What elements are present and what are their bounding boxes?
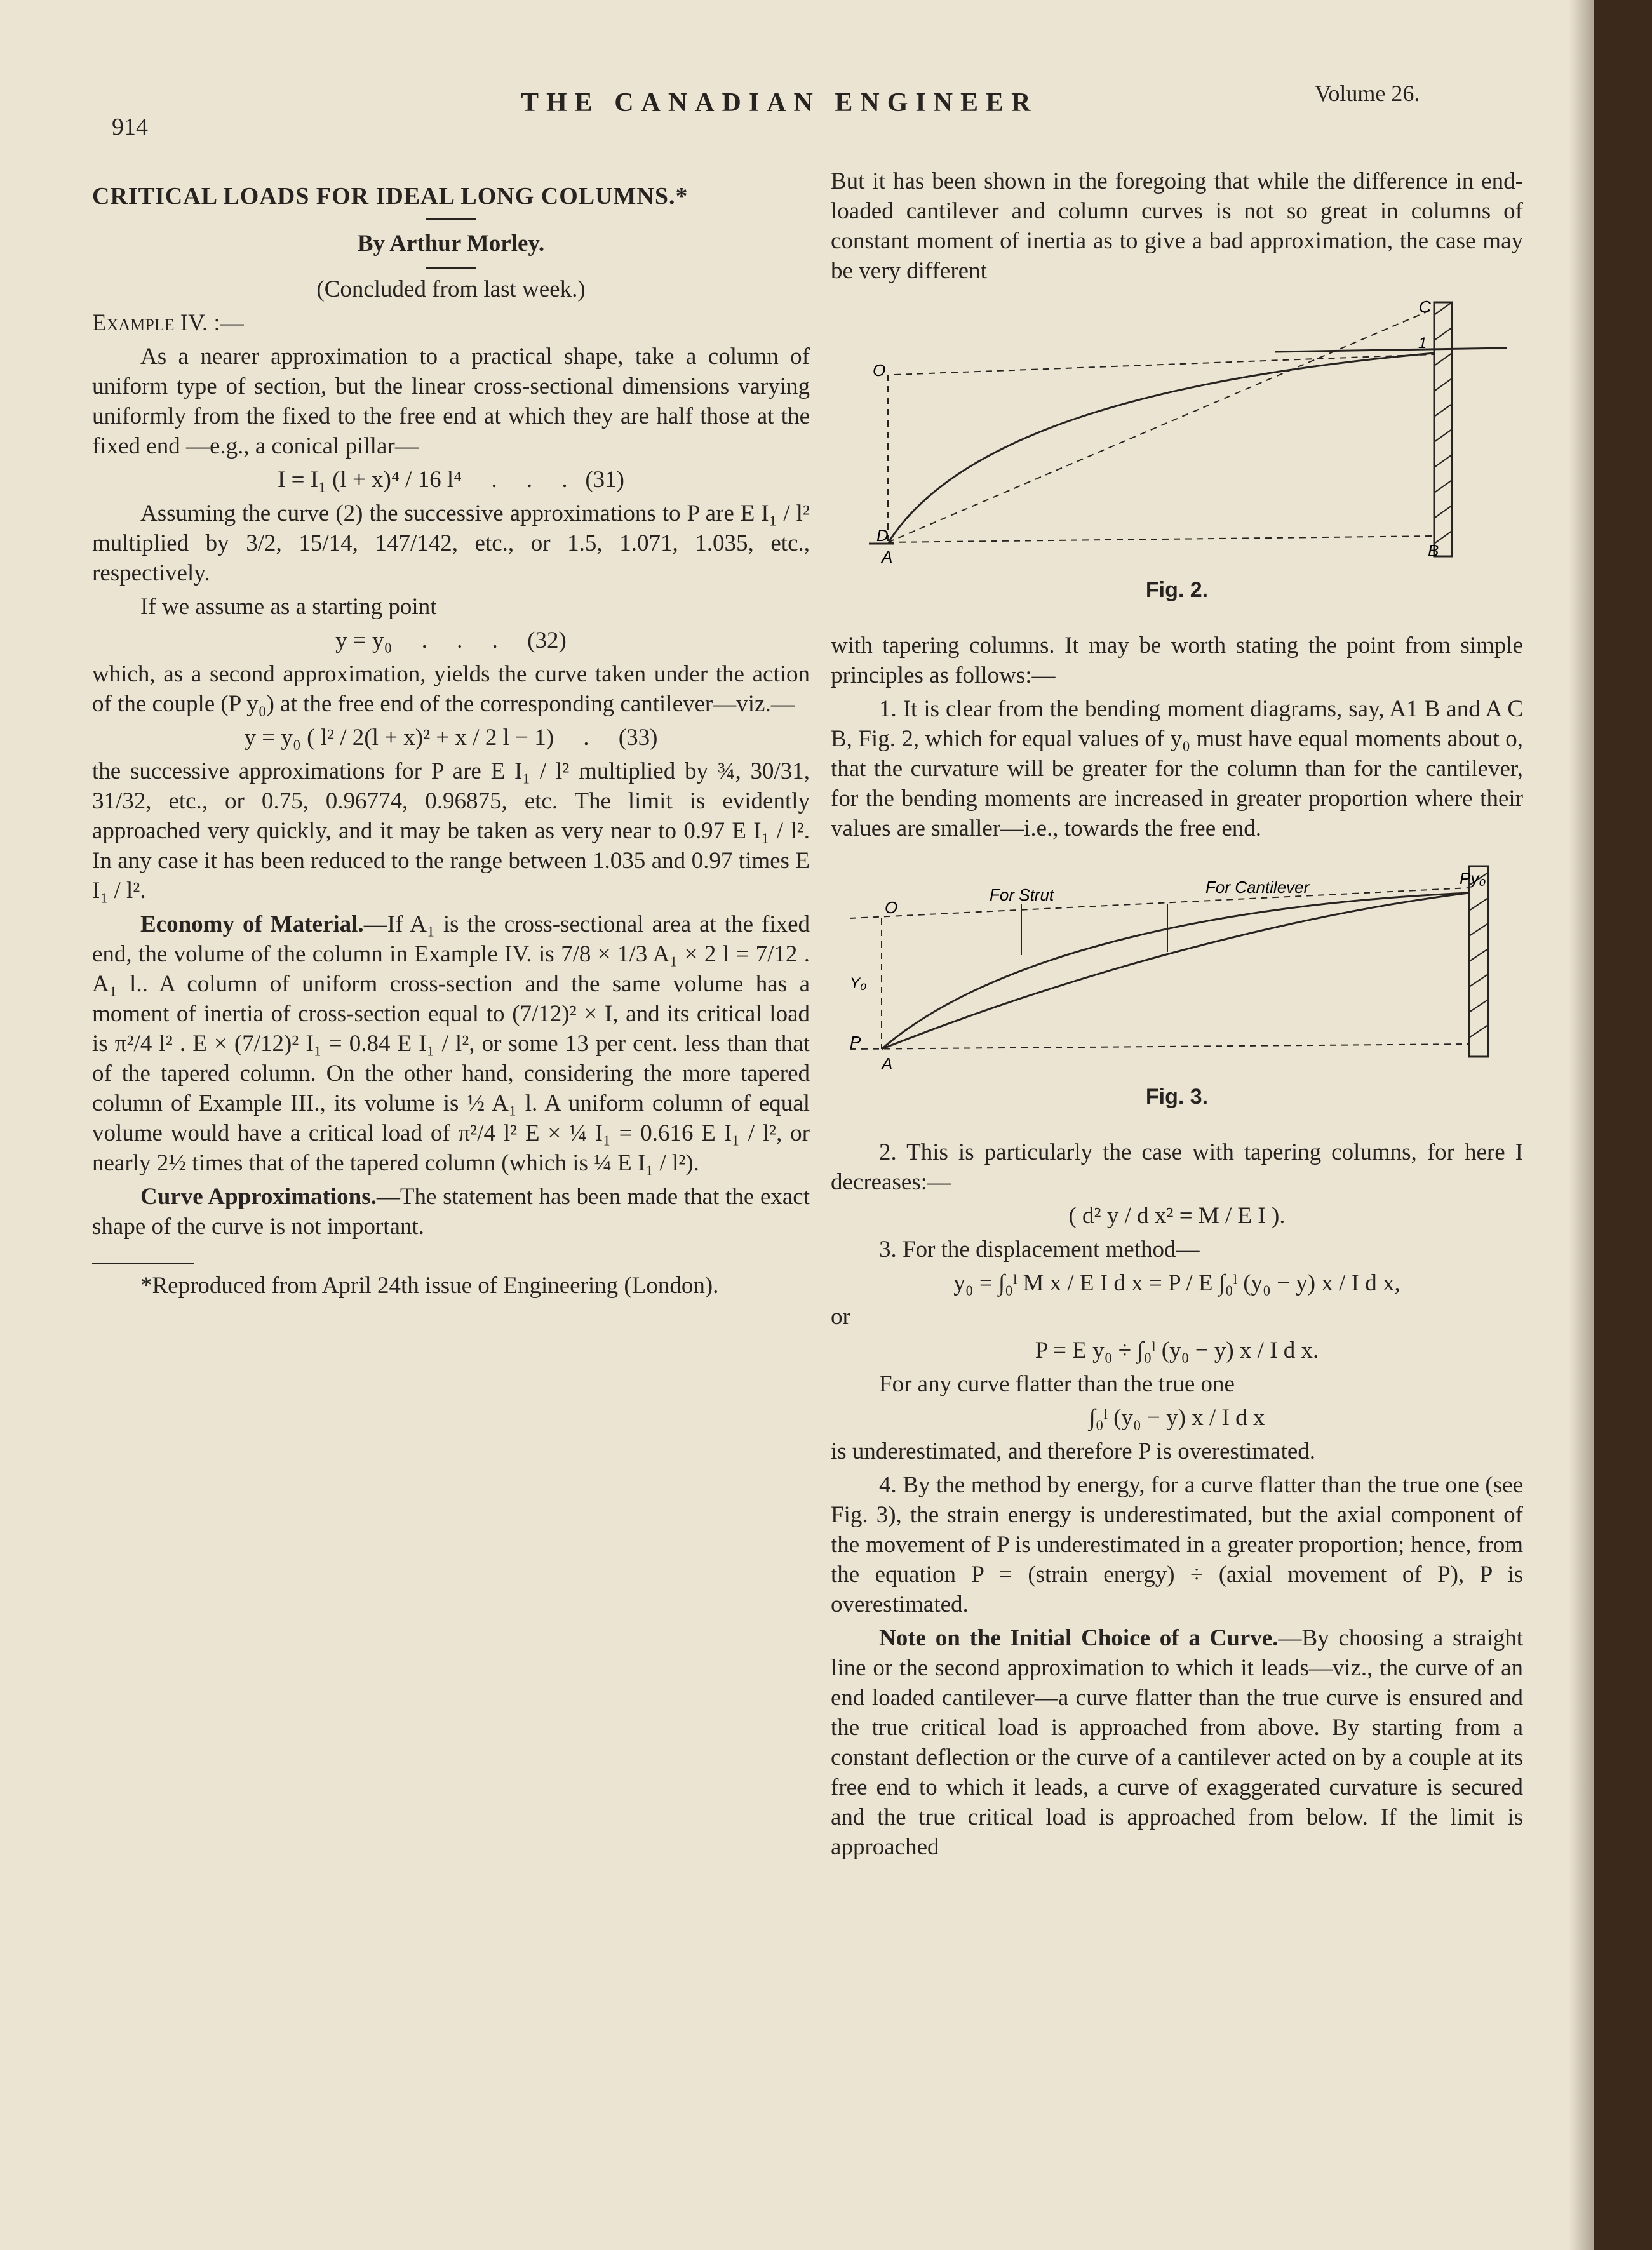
equation-load: P = E y₀ ÷ ∫₀ˡ (y₀ − y) x / I d x. bbox=[1035, 1337, 1319, 1363]
paragraph: 1. It is clear from the bending moment diagrams, say, A1 B and A C B, Fig. 2, which for equal values of y₀ must have equal moments about o, that the curvature will be greater for the column than for the cantilever, for the bending moments are increased in greater proportion where their values are smaller—i.e., towards the free end. bbox=[831, 696, 1523, 841]
paragraph: which, as a second approximation, yields the curve taken under the action of the couple (P y₀) at the free end of the corresponding cantilever—viz.— bbox=[92, 661, 810, 717]
wall-hatch-lines bbox=[1434, 302, 1452, 544]
example-heading: Example IV. :— bbox=[92, 310, 244, 336]
label-o: O bbox=[873, 361, 886, 380]
note-heading: Note on the Initial Choice of a Curve. bbox=[879, 1625, 1279, 1651]
strut-curve bbox=[882, 893, 1469, 1049]
wall-hatch bbox=[1469, 866, 1488, 1057]
paragraph: If we assume as a starting point bbox=[140, 594, 437, 620]
footnote-rule bbox=[92, 1263, 194, 1264]
equation-displacement: y₀ = ∫₀ˡ M x / E I d x = P / E ∫₀ˡ (y₀ − y) x / I d x, bbox=[953, 1270, 1400, 1296]
equation-integral: ∫₀ˡ (y₀ − y) x / I d x bbox=[1089, 1405, 1265, 1431]
figure-2-caption: Fig. 2. bbox=[1145, 578, 1209, 602]
left-column bbox=[92, 171, 810, 1304]
figure-2 bbox=[831, 290, 1523, 569]
paragraph: Assuming the curve (2) the successive approximations to P are E I₁ / l² multiplied by 3/2, 15/14, 147/142, etc., or 1.5, 1.071, 1.035, etc., respectively. bbox=[92, 500, 810, 586]
page-number: 914 bbox=[112, 114, 148, 140]
deflection-curve bbox=[889, 353, 1434, 541]
horizontal-axis bbox=[1275, 348, 1507, 352]
label-a: A bbox=[882, 1054, 893, 1073]
figure-3-caption: Fig. 3. bbox=[1145, 1085, 1209, 1109]
paragraph: But it has been shown in the foregoing that while the difference in end-loaded cantilever and column curves is not so great in columns of constant moment of inertia as to give a bad approximation, the case may be very different bbox=[831, 168, 1523, 284]
paragraph: As a nearer approximation to a practical shape, take a column of uniform type of section, but the linear cross-sectional dimensions varying uniformly from the fixed to the free end at which they are half those at the fixed end —e.g., a conical pillar— bbox=[92, 344, 810, 459]
right-column bbox=[831, 166, 1523, 1866]
label-c: C bbox=[1419, 297, 1431, 316]
wall-hatch bbox=[1434, 302, 1452, 556]
label-d: D bbox=[876, 526, 889, 545]
bottom-dashed-line bbox=[888, 536, 1434, 542]
bottom-dashed-line bbox=[850, 1044, 1469, 1049]
note-text: —By choosing a straight line or the second approximation to which it leads—viz., the curve of an end loaded cantilever—a curve flatter than the true curve is ensured and the true critical load is approached from above. By starting from a constant deflection or the curve of a cantilever acted on by a couple at its free end to which it leads, a curve of exaggerated curvature is secured and the true critical load is approached from below. If the limit is approached bbox=[831, 1625, 1524, 1860]
equation-31: I = I₁ (l + x)⁴ / 16 l⁴ . . . (31) bbox=[278, 467, 624, 493]
concluded-note: (Concluded from last week.) bbox=[316, 276, 586, 302]
economy-heading: Economy of Material. bbox=[140, 911, 364, 937]
top-dashed-line bbox=[850, 888, 1469, 918]
curve-text: —The statement has been made that the exact shape of the curve is not important. bbox=[92, 1184, 810, 1240]
curve-paragraph bbox=[92, 1182, 810, 1242]
label-p: P bbox=[850, 1033, 861, 1052]
label-y0: Y₀ bbox=[850, 975, 867, 992]
label-b: B bbox=[1428, 541, 1439, 560]
label-a: A bbox=[882, 547, 893, 566]
economy-text: —If A₁ is the cross-sectional area at the fixed end, the volume of the column in Example IV. is 7/8 × 1/3 A₁ × 2 l = 7/12 . A₁ l.. A column of uniform cross-section and the same volume has a moment of inertia of cross-section equal to (7/12)² × I, and its critical load is π²/4 l² . E × (7/12)² I₁ = 0.84 E I₁ / l², or some 13 per cent. less than that of the tapered column. On the other hand, considering the more tapered column of Example III., its volume is ½ A₁ l. A uniform column of equal volume would have a critical load of π²/4 l² E × ¼ I₁ = 0.616 E I₁ / l², or nearly 2½ times that of the tapered column (which is ¼ E I₁ / l²). bbox=[92, 911, 810, 1176]
note-paragraph bbox=[831, 1623, 1523, 1862]
paragraph: 2. This is particularly the case with tapering columns, for here I decreases:— bbox=[831, 1139, 1523, 1195]
equation-32: y = y₀ . . . (32) bbox=[335, 627, 567, 653]
economy-paragraph bbox=[92, 909, 810, 1178]
figure-3 bbox=[831, 847, 1523, 1076]
paragraph: the successive approximations for P are E I₁ / l² multiplied by ¾, 30/31, 31/32, etc., or 0.75, 0.96774, 0.96875, etc. The limit is evidently approached very quickly, and it may be taken as very near to 0.97 E I₁ / l². In any case it has been reduced to the range between 1.035 and 0.97 times E I₁ / l². bbox=[92, 758, 810, 904]
equation-curvature: ( d² y / d x² = M / E I ). bbox=[1068, 1203, 1286, 1229]
wall-hatch-lines bbox=[1469, 873, 1488, 1038]
volume-label: Volume 26. bbox=[1315, 81, 1420, 106]
cantilever-curve bbox=[882, 893, 1469, 1049]
label-o: O bbox=[885, 898, 898, 917]
paragraph: is underestimated, and therefore P is overestimated. bbox=[831, 1438, 1316, 1464]
paragraph: For any curve flatter than the true one bbox=[879, 1371, 1235, 1397]
label-for-cantilever: For Cantilever bbox=[1205, 878, 1310, 897]
paragraph: with tapering columns. It may be worth stating the point from simple principles as follows:— bbox=[831, 633, 1523, 688]
paragraph: or bbox=[831, 1304, 850, 1330]
footnote: *Reproduced from April 24th issue of Engineering (London). bbox=[140, 1273, 719, 1299]
journal-title: THE CANADIAN ENGINEER bbox=[521, 88, 1038, 117]
equation-33: y = y₀ ( l² / 2(l + x)² + x / 2 l − 1) . (33) bbox=[244, 725, 658, 751]
label-1: 1 bbox=[1418, 335, 1427, 352]
title-rule bbox=[426, 218, 476, 220]
diagonal-dashed-line bbox=[888, 309, 1434, 542]
paragraph: 3. For the displacement method— bbox=[879, 1236, 1200, 1262]
article-title: CRITICAL LOADS FOR IDEAL LONG COLUMNS.* bbox=[92, 183, 688, 210]
label-for-strut: For Strut bbox=[990, 885, 1054, 904]
byline-rule bbox=[426, 267, 476, 269]
top-dashed-line bbox=[894, 354, 1434, 375]
label-py0: Py₀ bbox=[1460, 869, 1486, 888]
curve-heading: Curve Approximations. bbox=[140, 1184, 377, 1210]
paragraph: 4. By the method by energy, for a curve flatter than the true one (see Fig. 3), the strain energy is underestimated, but the axial component of the movement of P is underestimated in a greater proportion; hence, from the equation P = (strain energy) ÷ (axial movement of P), P is overestimated. bbox=[831, 1472, 1523, 1617]
byline: By Arthur Morley. bbox=[357, 231, 545, 257]
